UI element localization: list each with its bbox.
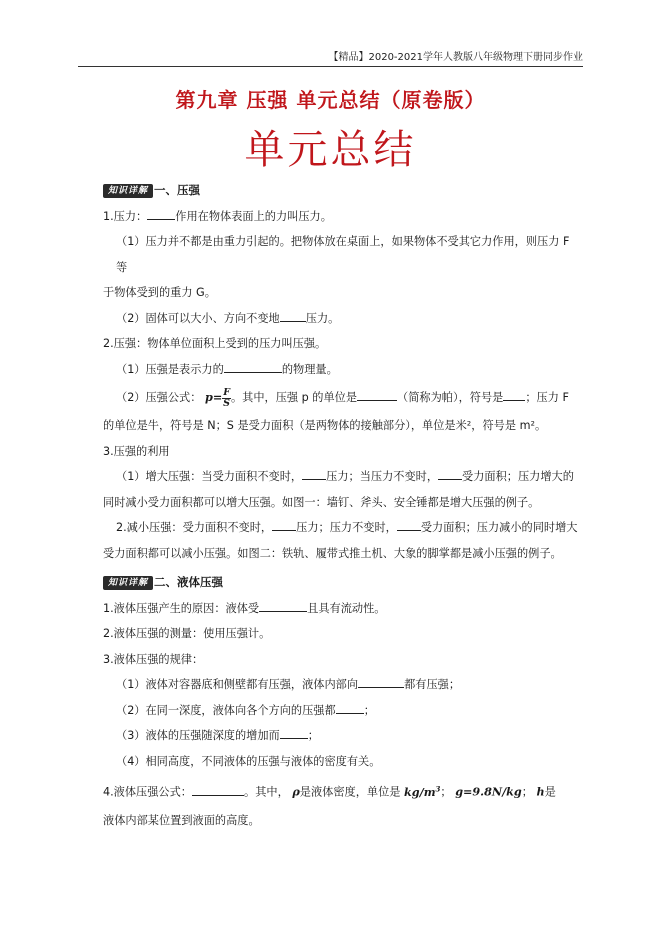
section-title: 一、压强 [154,183,201,197]
answer-blank[interactable] [280,725,308,739]
paragraph: 液体内部某位置到液面的高度。 [103,813,260,827]
paragraph: （1）压力并不都是由重力引起的。把物体放在桌面上，如果物体不受其它力作用，则压力 F 等 [116,235,570,274]
answer-blank[interactable] [438,466,462,480]
paragraph: （1）压强是表示力的 的物理量。 [103,357,581,383]
rho-symbol: ρ [292,784,300,799]
answer-blank[interactable] [357,387,397,401]
answer-blank[interactable] [302,466,326,480]
answer-blank[interactable] [336,700,364,714]
document-body [103,178,581,833]
paragraph: （4）相同高度，不同液体的压强与液体的密度有关。 [116,754,381,768]
knowledge-badge: 知识详解 [103,184,153,198]
paragraph: 3.液体压强的规律： [103,652,204,666]
answer-blank[interactable] [147,206,175,220]
paragraph: 于物体受到的重力 G。 [103,286,216,299]
answer-blank[interactable] [192,782,244,796]
answer-blank[interactable] [397,517,421,531]
paragraph: 受力面积都可以减小压强。如图二：铁轨、履带式推土机、大象的脚掌都是减小压强的例子。 [103,546,562,560]
height-symbol: h [536,784,545,799]
answer-blank[interactable] [280,308,306,322]
paragraph: （2）固体可以大小、方向不变地 压力。 [103,306,581,332]
paragraph: （3）液体的压强随深度的增加而 ； [103,723,581,749]
knowledge-badge: 知识详解 [103,576,153,590]
paragraph: （2）在同一深度，液体向各个方向的压强都 ； [103,698,581,724]
paragraph: （2）压强公式： p= $\frac{F}{S}$ 。其中，压强 p 的单位是 （简称为帕），符号是 ；压力 F [116,386,569,409]
paragraph: 4.液体压强公式： 。其中， ρ是液体密度，单位是 $kg/m^3$； g=9.8N/kg； h是 [103,774,581,808]
answer-blank[interactable] [224,359,282,373]
paragraph: 2.减小压强：受力面积不变时， 压力；压力不变时， 受力面积；压力减小的同时增大 [103,515,581,541]
section-heading-liquid-pressure [103,570,581,596]
paragraph: 1.液体压强产生的原因：液体受 且具有流动性。 [103,596,581,622]
formula-fraction: $\frac{F}{S}$ [223,386,231,409]
gravity-constant: g=9.8N/kg [455,784,522,799]
paragraph: （1）增大压强：当受力面积不变时， 压力；当压力不变时， 受力面积；压力增大的 [103,464,581,490]
answer-blank[interactable] [358,674,404,688]
paragraph: 1.压力： 作用在物体表面上的力叫压力。 [103,204,581,230]
unit-summary-title: 单元总结 [244,127,417,173]
paragraph: 3.压强的利用 [103,444,170,458]
paragraph: 2.液体压强的测量：使用压强计。 [103,627,271,640]
paragraph: 的单位是牛，符号是 N；S 是受力面积（是两物体的接触部分），单位是米²，符号是 m²。 [103,419,547,432]
page-header: 【精品】2020-2021学年人教版八年级物理下册同步作业 [78,48,583,67]
paragraph: 2.压强：物体单位面积上受到的压力叫压强。 [103,337,327,350]
chapter-title: 第九章 压强 单元总结（原卷版） [175,88,486,112]
formula-p: p= [205,390,223,404]
paragraph: 同时减小受力面积都可以增大压强。如图一：墙钉、斧头、安全锤都是增大压强的例子。 [103,495,540,509]
section-title: 二、液体压强 [154,575,224,589]
answer-blank[interactable] [272,517,296,531]
paragraph: （1）液体对容器底和侧壁都有压强，液体内部向 都有压强； [103,672,581,698]
section-heading-pressure [103,178,581,204]
answer-blank[interactable] [503,387,525,401]
answer-blank[interactable] [259,598,307,612]
density-unit: $kg/m^3$ [404,784,441,799]
